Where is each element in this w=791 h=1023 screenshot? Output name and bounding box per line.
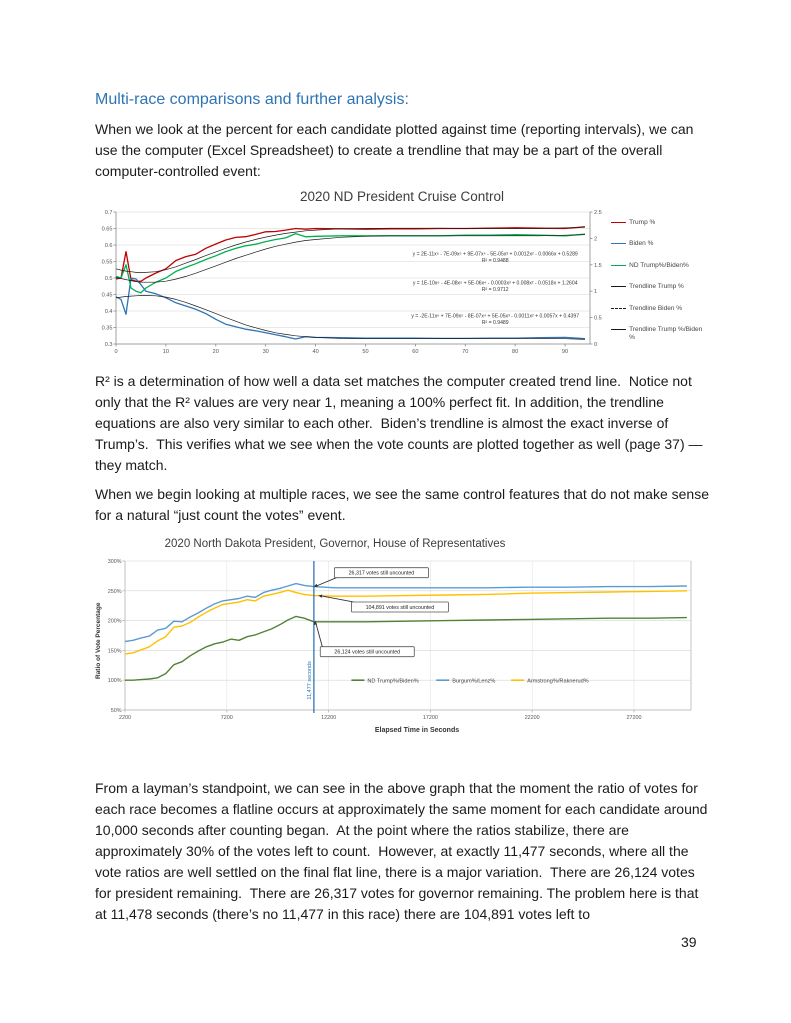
y2-tick-label: 2 (594, 236, 598, 243)
x-tick-label: 90 (561, 349, 569, 355)
callout-text: 26,317 votes still uncounted (348, 570, 415, 577)
chart-president-cruise-control (96, 189, 708, 358)
x-tick-label: 40 (312, 349, 319, 355)
legend-label: Trump % (629, 218, 656, 226)
paragraph-intro: When we look at the percent for each candidate plotted against time (reporting intervals), we can use the computer (Excel Spreadsheet) to create a trendline that may be a part of the overall computer-controlled event: (95, 121, 698, 179)
legend-label: Trendline Biden % (629, 304, 683, 312)
legend-item-biden (611, 240, 708, 247)
chart2-x-axis-label: Elapsed Time in Seconds (374, 727, 460, 734)
series-trendline-trump-biden (116, 235, 585, 283)
legend-marker-trump (611, 222, 626, 223)
legend-item-nd-trump-biden (611, 262, 708, 269)
equation-annotation: R² = 0.9488 (481, 257, 509, 264)
legend-item-trendline-biden (611, 305, 708, 312)
legend-marker-trendline-trump-biden (611, 329, 626, 330)
y-tick-label: 200% (107, 618, 122, 625)
y-tick-label: 0.6 (104, 243, 113, 249)
chart2-title: 2020 North Dakota President, Governor, House of Representatives (164, 538, 506, 550)
chart1-canvas (96, 206, 609, 358)
chart1-legend (609, 206, 708, 358)
chart1-title: 2020 ND President Cruise Control (299, 189, 505, 204)
y2-tick-label: 1.5 (594, 262, 602, 269)
y2-tick-label: 0.5 (594, 315, 602, 322)
y2-tick-label: 1 (594, 289, 598, 296)
x-tick-label: 22200 (524, 715, 540, 721)
callout-text: 104,891 votes still uncounted (365, 604, 435, 611)
chart2-body (95, 556, 709, 726)
x-tick-label: 50 (362, 349, 369, 355)
y-tick-label: 0.35 (101, 325, 113, 332)
x-tick-label: 70 (462, 349, 469, 355)
equation-annotation: y = 1E-10x⁶ - 4E-08x⁵ + 5E-06x⁴ - 0.0003x³ + 0.008x² - 0.0518x + 1.2604 (412, 280, 578, 287)
legend-item-trendline-trump (611, 283, 708, 290)
chart2-y-axis-label: Ratio of Vote Percentage (95, 602, 102, 680)
legend-label: Trendline Trump % (629, 283, 684, 291)
section-heading: Multi-race comparisons and further analysis: (95, 91, 409, 108)
legend-marker-nd-trump-biden (611, 265, 626, 266)
x-tick-label: 20 (212, 349, 219, 355)
x-tick-label: 12200 (321, 715, 337, 721)
paragraph-multiple-races: When we begin looking at multiple races, we see the same control features that do not make sense for a natural “just count the votes” event. (95, 486, 713, 523)
x-tick-label: 7200 (220, 715, 233, 721)
x-tick-label: 2200 (119, 715, 131, 721)
y-tick-label: 0.7 (104, 210, 113, 216)
page-number: 39 (681, 934, 697, 950)
plot-area (108, 559, 691, 721)
equation-annotation: R² = 0.9489 (481, 319, 509, 326)
equation-annotation: R² = 0.9712 (481, 286, 509, 293)
chart1-body (96, 206, 708, 358)
x-tick-label: 60 (412, 349, 419, 355)
y-tick-label: 0.5 (104, 276, 113, 282)
x-tick-label: 17200 (422, 715, 438, 721)
equation-annotation: y = 2E-11x⁶ - 7E-09x⁵ + 9E-07x⁴ - 5E-05x³ + 0.0012x² - 0.0066x + 0.5289 (412, 251, 578, 258)
y-tick-label: 0.45 (101, 292, 113, 299)
legend-item-trump (611, 219, 708, 226)
vline-label: 11,477 seconds (306, 661, 313, 700)
legend-label: Biden % (629, 240, 654, 248)
x-tick-label: 27200 (626, 715, 642, 721)
y-tick-label: 150% (107, 648, 122, 655)
plot-area (102, 210, 602, 355)
legend-label-nd-trump-biden: ND Trump%/Biden% (367, 678, 419, 685)
series-biden (116, 278, 585, 339)
equation-annotation: y = -2E-11x⁶ + 7E-09x⁵ - 8E-07x⁴ + 5E-05x³ - 0.0011x² + 0.0057x + 0.4397 (411, 313, 580, 320)
x-tick-label: 80 (512, 349, 519, 355)
y2-tick-label: 0 (594, 342, 598, 348)
y-tick-label: 100% (107, 678, 122, 685)
series-armstrong-raknerud (125, 590, 687, 654)
x-tick-label: 10 (162, 349, 170, 355)
y2-tick-label: 2.5 (594, 210, 602, 216)
y-tick-label: 0.55 (101, 259, 113, 266)
legend-label-armstrong-raknerud: Armstrong%/Raknerud% (527, 678, 589, 685)
chart2-canvas (107, 556, 699, 726)
legend-label-burgum-lenz: Burgum%/Lenz% (452, 678, 496, 685)
chart-multi-race-ratio (95, 538, 709, 734)
y-tick-label: 0.3 (104, 342, 113, 348)
legend-marker-trendline-biden (611, 308, 626, 309)
x-tick-label: 0 (114, 349, 118, 355)
y-tick-label: 50% (110, 708, 122, 714)
y-tick-label: 300% (107, 559, 122, 565)
legend-item-trendline-trump-biden (611, 326, 708, 341)
callout-arrow (315, 578, 337, 587)
legend-marker-biden (611, 243, 626, 244)
x-tick-label: 30 (262, 349, 269, 355)
y-tick-label: 0.4 (104, 309, 113, 315)
legend-label: Trendline Trump %/Biden % (629, 326, 703, 341)
paragraph-layman-analysis: From a layman’s standpoint, we can see in the above graph that the moment the ratio of votes for each race becomes a flatline occurs at approximately the same moment for each candidate around 10,000 seconds after counting began. At the point where the ratios stabilize, there are approximately 30% of the votes left to count. However, at exactly 11,477 seconds, where all the vote ratios are well settled on the final flat line, there is a major variation. There are 26,124 votes for president remaining. There are 26,317 votes for governor remaining. The problem here is that at 11,478 seconds (there’s no 11,477 in this race) there are 104,891 votes left to (95, 780, 712, 922)
y-tick-label: 0.65 (101, 226, 113, 233)
y-tick-label: 250% (107, 588, 122, 595)
paragraph-r-squared: R² is a determination of how well a data set matches the computer created trend line. Notice not only that the R² values are very near 1, meaning a 100% perfect fit. In addition, the trendline equations are also very similar to each other. Biden’s trendline is almost the exact inverse of Trump’s. This verifies what we see when the vote counts are plotted together as well (page 37) — they match. (95, 373, 707, 473)
callout-arrow (315, 621, 322, 646)
callout-text: 26,124 votes still uncounted (334, 649, 401, 656)
series-trendline-trump (116, 227, 585, 272)
legend-marker-trendline-trump (611, 286, 626, 287)
legend-label: ND Trump%/Biden% (629, 261, 689, 269)
